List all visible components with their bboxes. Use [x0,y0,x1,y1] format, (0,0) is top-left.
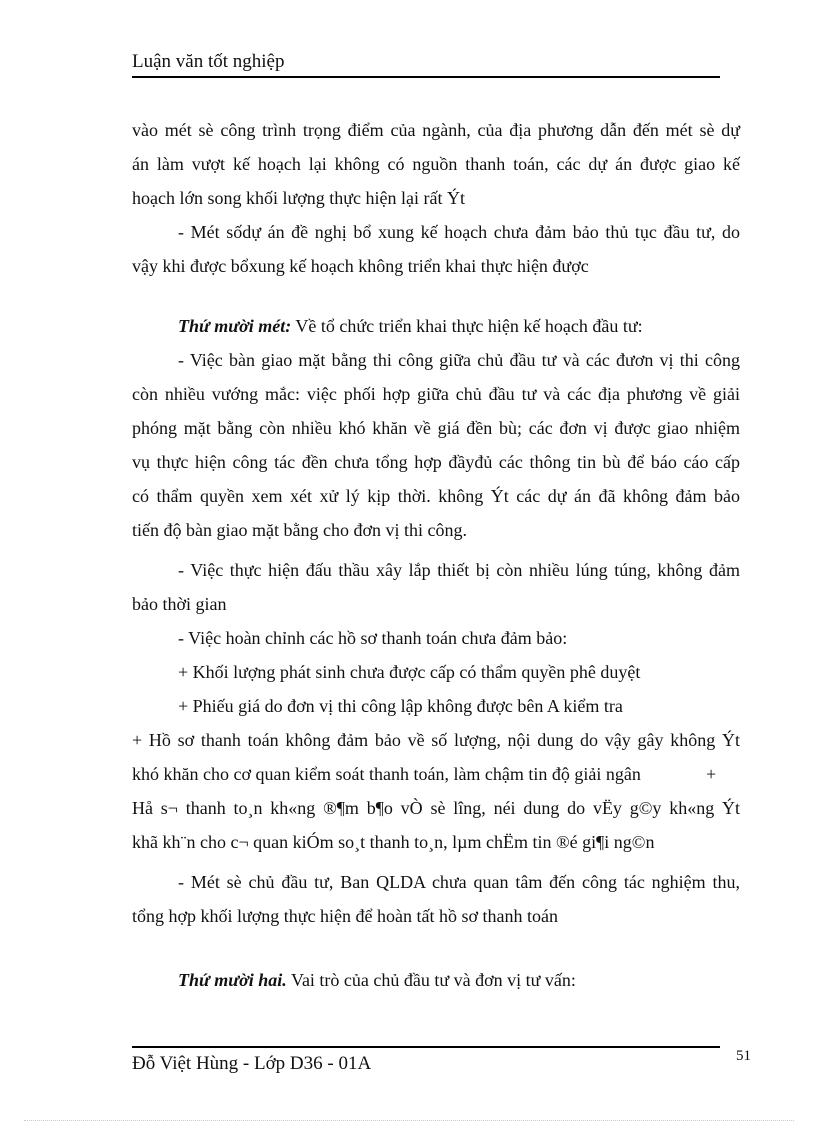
header-divider [132,76,720,78]
body-line: bảo thời gian [132,594,227,614]
section-heading-line [178,968,576,992]
section-heading-label: Thứ mười hai. [178,970,287,990]
body-line: khó khăn cho cơ quan kiểm soát thanh toán, làm chậm tin độ giải ngân [132,764,641,784]
section-heading-label: Thứ mười mét: [178,316,292,336]
garbled-line: khã kh¨n cho c¬ quan kiÓm so¸t thanh to¸n, lµm chËm tin ®é gi¶i ng©n [132,832,655,852]
section-heading-line [178,314,643,338]
body-line: hoạch lớn song khối lượng thực hiện lại rất Ýt [132,188,465,208]
list-item: + Phiếu giá do đơn vị thi công lập không được bên A kiểm tra [178,696,623,716]
body-line: - Việc hoàn chỉnh các hồ sơ thanh toán chưa đảm bảo: [178,628,568,648]
page-number: 51 [736,1048,751,1064]
header-title: Luận văn tốt nghiệp [132,51,285,72]
footer-divider [132,1046,720,1048]
body-line: vụ thực hiện công tác đền chưa tổng hợp đầyđủ các thông tin bù để báo cáo cấp [132,452,740,472]
body-line: tổng hợp khối lượng thực hiện để hoàn tất hồ sơ thanh toán [132,906,559,926]
body-line: - Mét sốdự án đề nghị bổ xung kế hoạch chưa đảm bảo thủ tục đầu tư, do [178,222,740,242]
garbled-line: Hå s¬ thanh to¸n kh«ng ®¶m b¶o vÒ sè lîng, néi dung do vËy g©y kh«ng Ýt [132,798,740,818]
body-line: án làm vượt kế hoạch lại không có nguồn thanh toán, các dự án được giao kế [132,154,740,174]
body-line: có thẩm quyền xem xét xử lý kịp thời. không Ýt các dự án đã không đảm bảo [132,486,740,506]
footer-author: Đỗ Việt Hùng - Lớp D36 - 01A [132,1053,372,1074]
body-line: tiến độ bàn giao mặt bằng cho đơn vị thi công. [132,520,467,540]
body-line: phóng mặt bằng còn nhiều khó khăn về giá đền bù; các đơn vị được giao nhiệm [132,418,740,438]
body-line: vào mét sè công trình trọng điểm của ngành, của địa phương dẫn đến mét sè dự [132,120,740,140]
list-marker: + [706,764,717,784]
section-heading-text: Vai trò của chủ đầu tư và đơn vị tư vấn: [290,970,576,990]
section-heading-text: Về tổ chức triển khai thực hiện kế hoạch đầu tư: [295,316,643,336]
body-line: - Mét sè chủ đầu tư, Ban QLDA chưa quan tâm đến công tác nghiệm thu, [178,872,740,892]
list-item: + Khối lượng phát sinh chưa được cấp có thẩm quyền phê duyệt [178,662,641,682]
page-bottom-edge [24,1120,794,1121]
body-line: - Việc thực hiện đấu thầu xây lắp thiết bị còn nhiều lúng túng, không đảm [178,560,740,580]
body-line: vậy khi được bổxung kế hoạch không triển khai thực hiện được [132,256,589,276]
body-line: còn nhiều vướng mắc: việc phối hợp giữa chủ đầu tư và các địa phương về giải [132,384,740,404]
body-line: - Việc bàn giao mặt bằng thi công giữa chủ đầu tư và các đươn vị thi công [178,350,740,370]
list-item: + Hồ sơ thanh toán không đảm bảo về số lượng, nội dung do vậy gây không Ýt [132,730,740,750]
